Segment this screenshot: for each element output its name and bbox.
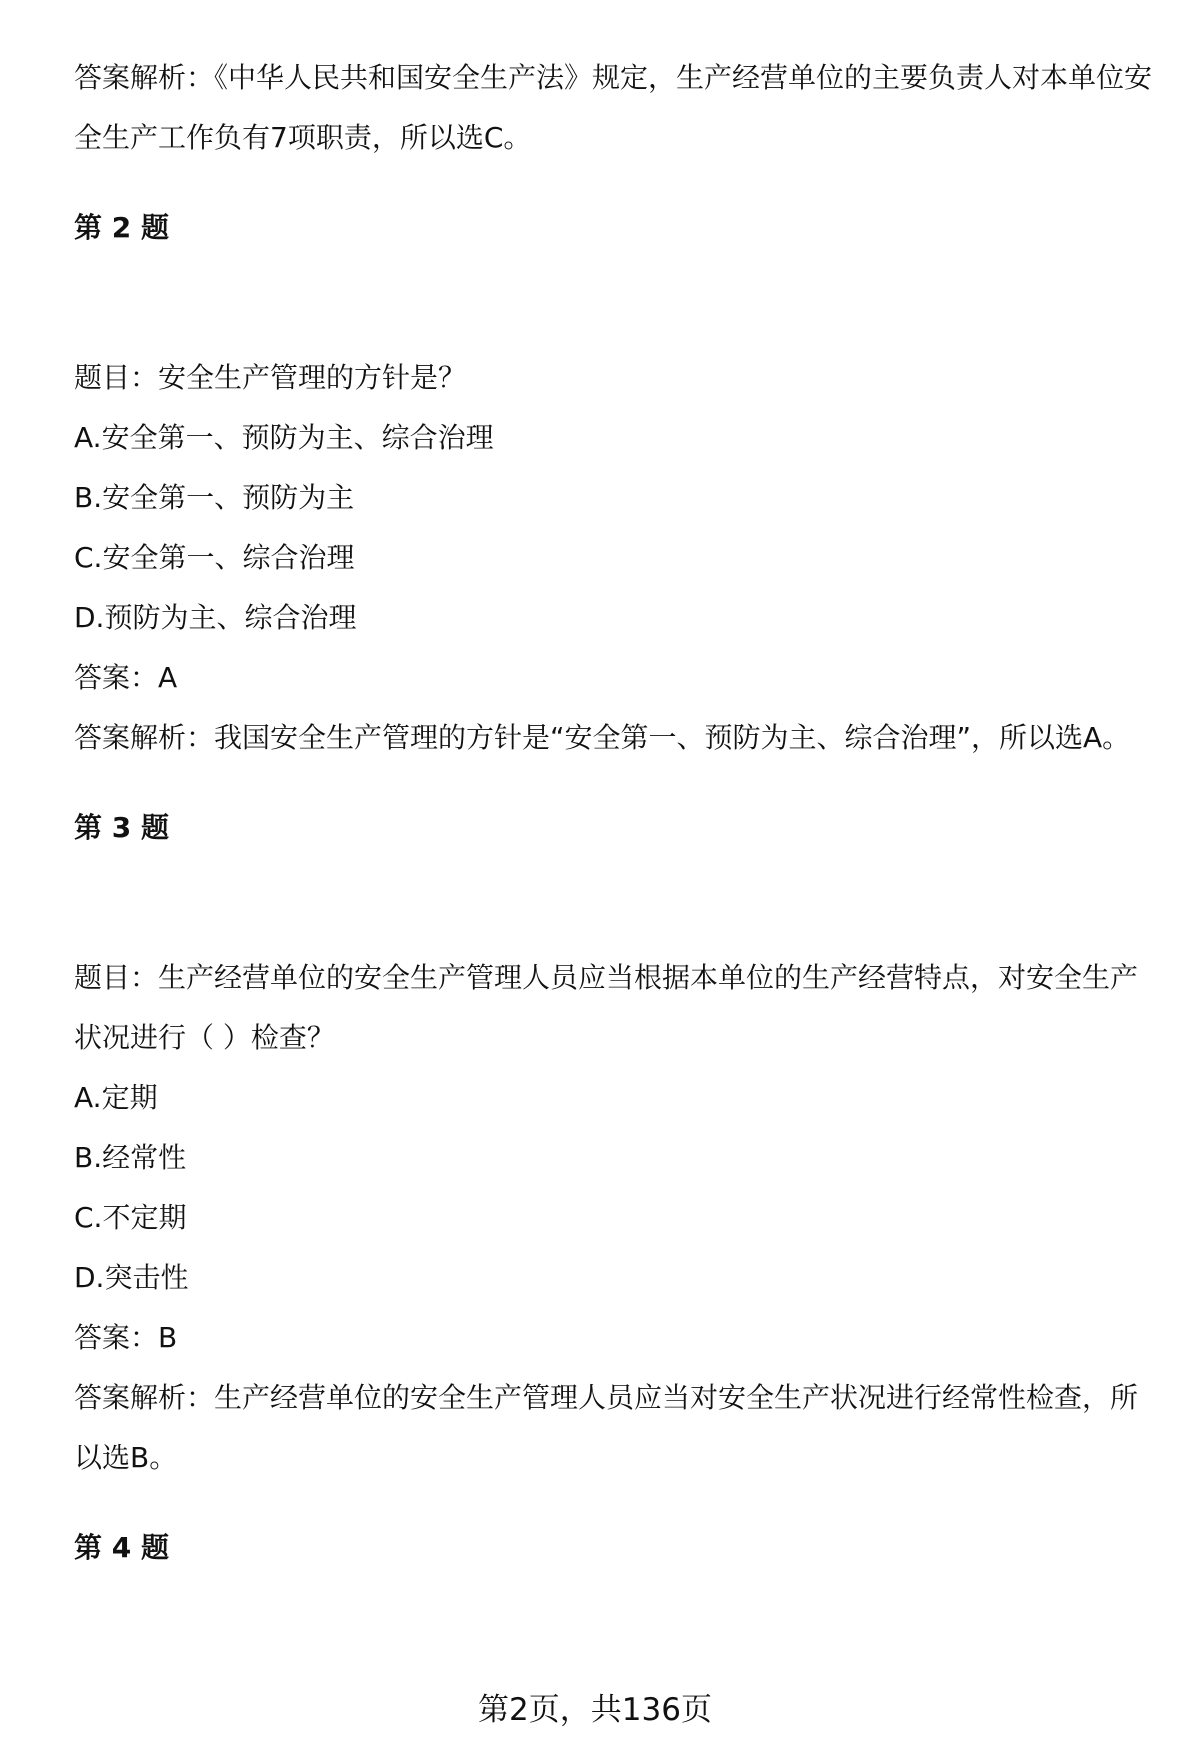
spacer <box>74 768 1164 798</box>
q3-analysis: 答案解析：生产经营单位的安全生产管理人员应当对安全生产状况进行经常性检查，所以选B。 <box>74 1381 1139 1474</box>
q2-option-d: D.预防为主、综合治理 <box>74 601 357 634</box>
q2-option-b: B.安全第一、预防为主 <box>74 481 355 514</box>
q2-analysis: 答案解析：我国安全生产管理的方针是“安全第一、预防为主、综合治理”，所以选A。 <box>74 721 1131 754</box>
q2-option-c: C.安全第一、综合治理 <box>74 541 355 574</box>
q3-option-b: B.经常性 <box>74 1141 187 1174</box>
q2-option-a: A.安全第一、预防为主、综合治理 <box>74 421 494 454</box>
q3-heading: 第 3 题 <box>74 811 169 844</box>
spacer <box>74 168 1164 198</box>
q3-option-d: D.突击性 <box>74 1261 189 1294</box>
q4-heading: 第 4 题 <box>74 1531 169 1564</box>
q2-answer: 答案：A <box>74 661 178 694</box>
q3-answer: 答案：B <box>74 1321 178 1354</box>
page-footer: 第2页，共136页 <box>478 1692 712 1728</box>
q3-question: 题目：生产经营单位的安全生产管理人员应当根据本单位的生产经营特点，对安全生产状况进行（ ）检查？ <box>74 961 1139 1054</box>
spacer <box>74 1488 1164 1518</box>
spacer <box>74 858 1164 948</box>
q3-option-a: A.定期 <box>74 1081 158 1114</box>
q1-analysis: 答案解析：《中华人民共和国安全生产法》规定，生产经营单位的主要负责人对本单位安全生产工作负有7项职责，所以选C。 <box>74 61 1153 154</box>
page-content <box>74 48 1164 1578</box>
q2-heading: 第 2 题 <box>74 211 169 244</box>
q2-question: 题目：安全生产管理的方针是？ <box>74 361 467 394</box>
q3-option-c: C.不定期 <box>74 1201 187 1234</box>
spacer <box>74 258 1164 348</box>
